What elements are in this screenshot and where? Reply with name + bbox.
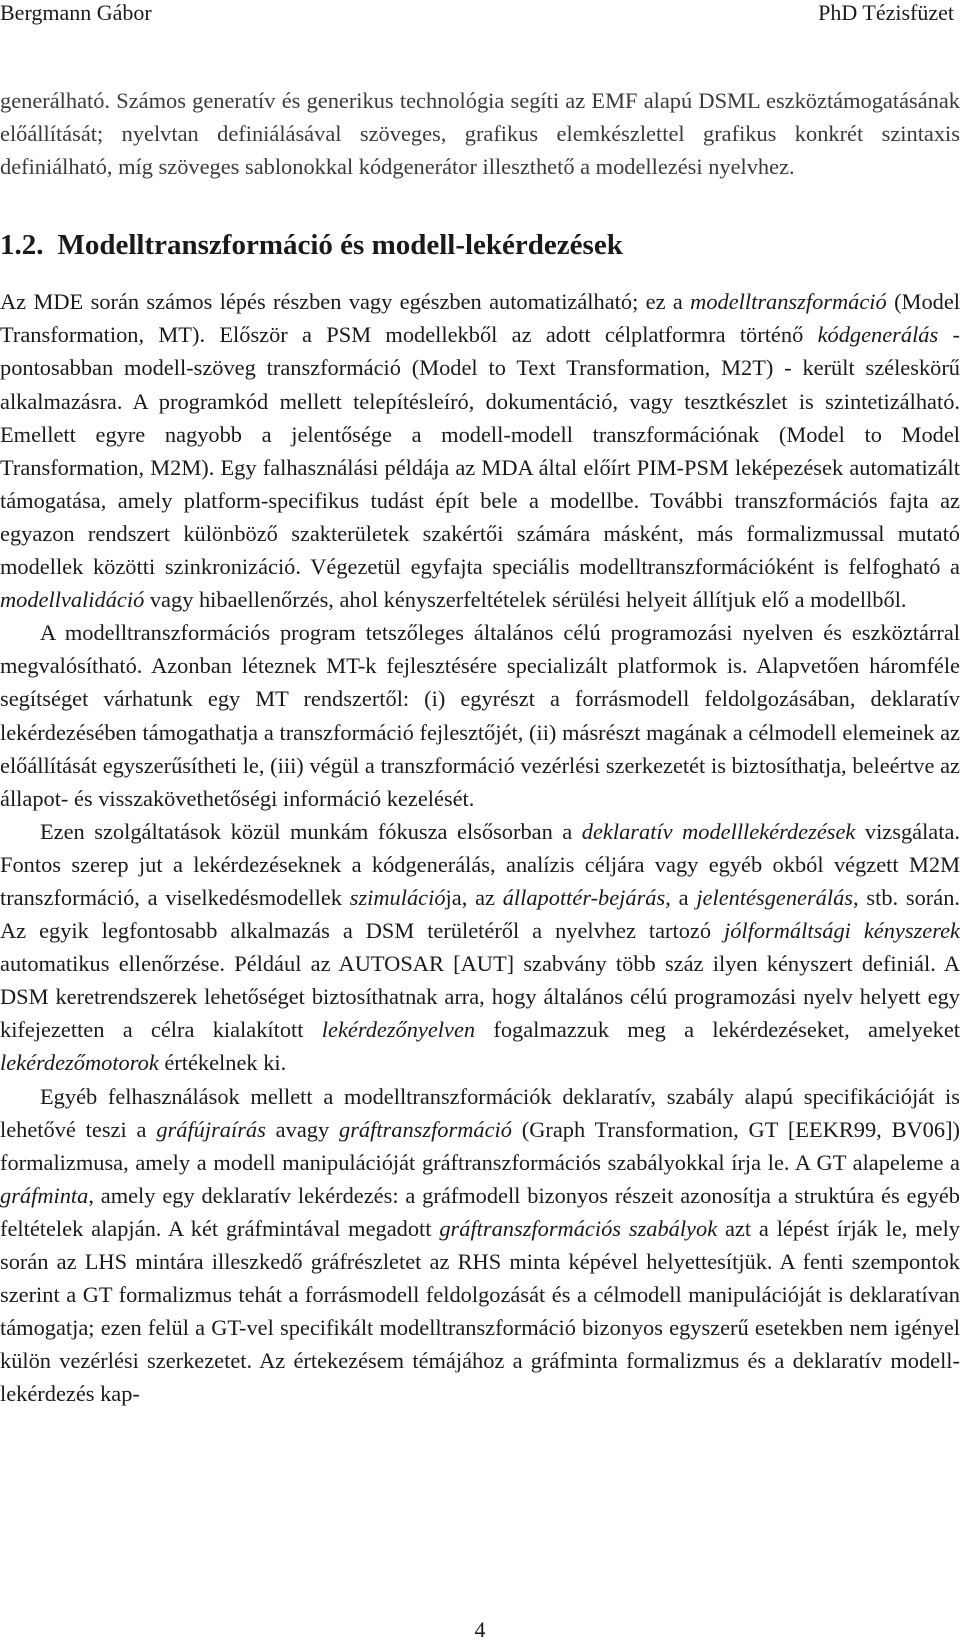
term-grafminta: gráfminta bbox=[0, 1182, 89, 1208]
p3-text-7: fogalmazzuk meg a lekérdezéseket, amelyeket bbox=[475, 1017, 960, 1043]
term-modellvalidacio: modellvalidáció bbox=[0, 587, 145, 613]
term-jolformaltsagi-kenyszerek: jólformáltsági kényszerek bbox=[724, 918, 960, 944]
term-jelentesgeneralas: jelentésgenerálás bbox=[696, 884, 854, 910]
page-number: 4 bbox=[474, 1617, 486, 1642]
running-header bbox=[0, 0, 960, 26]
header-document-title: PhD Tézisfüzet bbox=[818, 0, 954, 25]
p4-text-2: avagy bbox=[265, 1116, 339, 1142]
paragraph-4 bbox=[0, 1080, 960, 1411]
term-modelltranszformacio: modelltranszformáció bbox=[690, 289, 887, 315]
paragraph-2: A modelltranszformációs program tetszőleges általános célú programozási nyelven és eszköztárral megvalósítható. Azonban léteznek MT-k fejlesztésére specializált platformok is. Alapvetően háromféle segítséget várhatunk egy MT rendszertől: (i) egyrészt a forrásmodell feldolgozásában, deklaratív lekérdezésében támogathatja a transzformáció fejlesztőjét, (ii) másrészt magának a célmodell elemeinek az előállítását egyszerűsítheti le, (iii) végül a transzformáció vezérlési szerkezetét is biztosíthatja, beleértve az állapot- és visszakövethetőségi információ kezelését. bbox=[0, 620, 960, 811]
term-graftranszformacios-szabalyok: gráftranszformációs szabályok bbox=[439, 1215, 718, 1241]
term-szimulacio: szimuláció bbox=[349, 884, 446, 910]
p4-text-4: , amely egy deklaratív lekérdezés: a gráfmodell bizonyos részeit azonosítja a struktúra és egyéb feltételek alapján. A két gráfmintával megadott bbox=[0, 1182, 960, 1241]
p3-text-8: értékelnek ki. bbox=[158, 1050, 287, 1076]
term-lekerdezonyelven: lekérdezőnyelven bbox=[321, 1017, 476, 1043]
term-grafujrairas: gráfújraírás bbox=[156, 1116, 266, 1142]
term-deklarativ-modell-lekerdezesek: deklaratív modelllekérdezések bbox=[581, 818, 856, 844]
paragraph-3 bbox=[0, 815, 960, 1080]
header-author: Bergmann Gábor bbox=[0, 0, 152, 25]
section-number: 1.2. bbox=[0, 229, 44, 262]
p3-text-4: , a bbox=[665, 884, 697, 910]
p1-text-4: vagy hibaellenőrzés, ahol kényszerfeltételek sérülési helyeit állítjuk elő a modellből. bbox=[144, 587, 907, 613]
p3-text-1: Ezen szolgáltatások közül munkám fókusza elsősorban a bbox=[40, 818, 582, 844]
term-lekerdezomotorok: lekérdezőmotorok bbox=[0, 1050, 159, 1076]
p3-text-2: vizsgálata. Fontos szerep jut a lekérdezéseknek a kódgenerálás, analízis céljára vagy egyéb okból végzett M2M transzformáció, a viselkedésmodellek bbox=[0, 818, 960, 910]
section-title: Modelltranszformáció és modell-lekérdezések bbox=[57, 229, 623, 262]
paragraph-1 bbox=[0, 285, 960, 616]
term-kodgeneralas: kódgenerálás bbox=[817, 322, 939, 348]
term-graftranszformacio: gráftranszformáció bbox=[339, 1116, 512, 1142]
p3-text-5: , stb. során. Az egyik legfontosabb alkalmazás a DSM területéről a nyelvhez tartozó bbox=[0, 884, 960, 944]
p4-text-3: (Graph Transformation, GT [EEKR99, BV06]) formalizmusa, amely a modell manipulációját gráftranszformációs szabályokkal írja le. A GT alapeleme a bbox=[0, 1116, 960, 1175]
p1-text-3: - pontosabban modell-szöveg transzformáció (Model to Text Transformation, M2T) - került széleskörű alkalmazásra. A programkód mellett telepítésleíró, dokumentáció, vagy tesztkészlet is szintetizálható. Emellett egyre nagyobb a jelentősége a modell-modell transzformációnak (Model to Model Transformation, M2M). Egy falhasználási példája az MDA által előírt PIM-PSM leképezések automatizált támogatása, amely platform-specifikus tudást épít bele a modellbe. További transzformációs fajta az egyazon rendszert különböző szakterületek szakértői számára másként, más formalizmussal mutató modellek közötti szinkronizáció. Végezetül egyfajta speciális modelltranszformációként is felfogható a bbox=[0, 322, 960, 580]
p1-text-1: Az MDE során számos lépés részben vagy egészben automatizálható; ez a bbox=[0, 289, 691, 315]
p3-text-6: automatikus ellenőrzése. Például az AUTOSAR [AUT] szabvány több száz ilyen kényszert definiál. A DSM keretrendszerek lehetőséget biztosíthatnak arra, hogy általános célú programozási nyelv helyett egy kifejezetten a célra kialakított bbox=[0, 951, 960, 1043]
page-body bbox=[0, 84, 960, 1410]
p4-text-5: azt a lépést írják le, mely során az LHS mintára illeszkedő gráfrészletet az RHS minta képével helyettesítjük. A fenti szempontok szerint a GT formalizmus tehát a forrásmodell feldolgozását és a célmodell manipulációját is deklaratívan támogatja; ezen felül a GT-vel specifikált modelltranszformáció bizonyos egyszerű esetekben nem igényel külön vezérlési szerkezetet. Az értekezésem témájához a gráfminta formalizmus és a deklaratív modell-lekérdezés kap- bbox=[0, 1215, 960, 1407]
intro-paragraph: generálható. Számos generatív és generikus technológia segíti az EMF alapú DSML eszköztámogatásának előállítását; nyelvtan definiálásával szöveges, grafikus elemkészlettel grafikus konkrét szintaxis definiálható, míg szöveges sablonokkal kódgenerátor illeszthető a modellezési nyelvhez. bbox=[0, 88, 960, 180]
p1-text-2: (Model Transformation, MT). Először a PSM modellekből az adott célplatformra történő bbox=[0, 289, 960, 348]
p4-text-1: Egyéb felhasználások mellett a modelltranszformációk deklaratív, szabály alapú specifikációját is lehetővé teszi a bbox=[0, 1083, 960, 1142]
section-heading bbox=[0, 227, 960, 263]
p3-text-3: ja, az bbox=[445, 884, 503, 910]
term-allapotter-bejaras: állapottér-bejárás bbox=[502, 884, 666, 910]
